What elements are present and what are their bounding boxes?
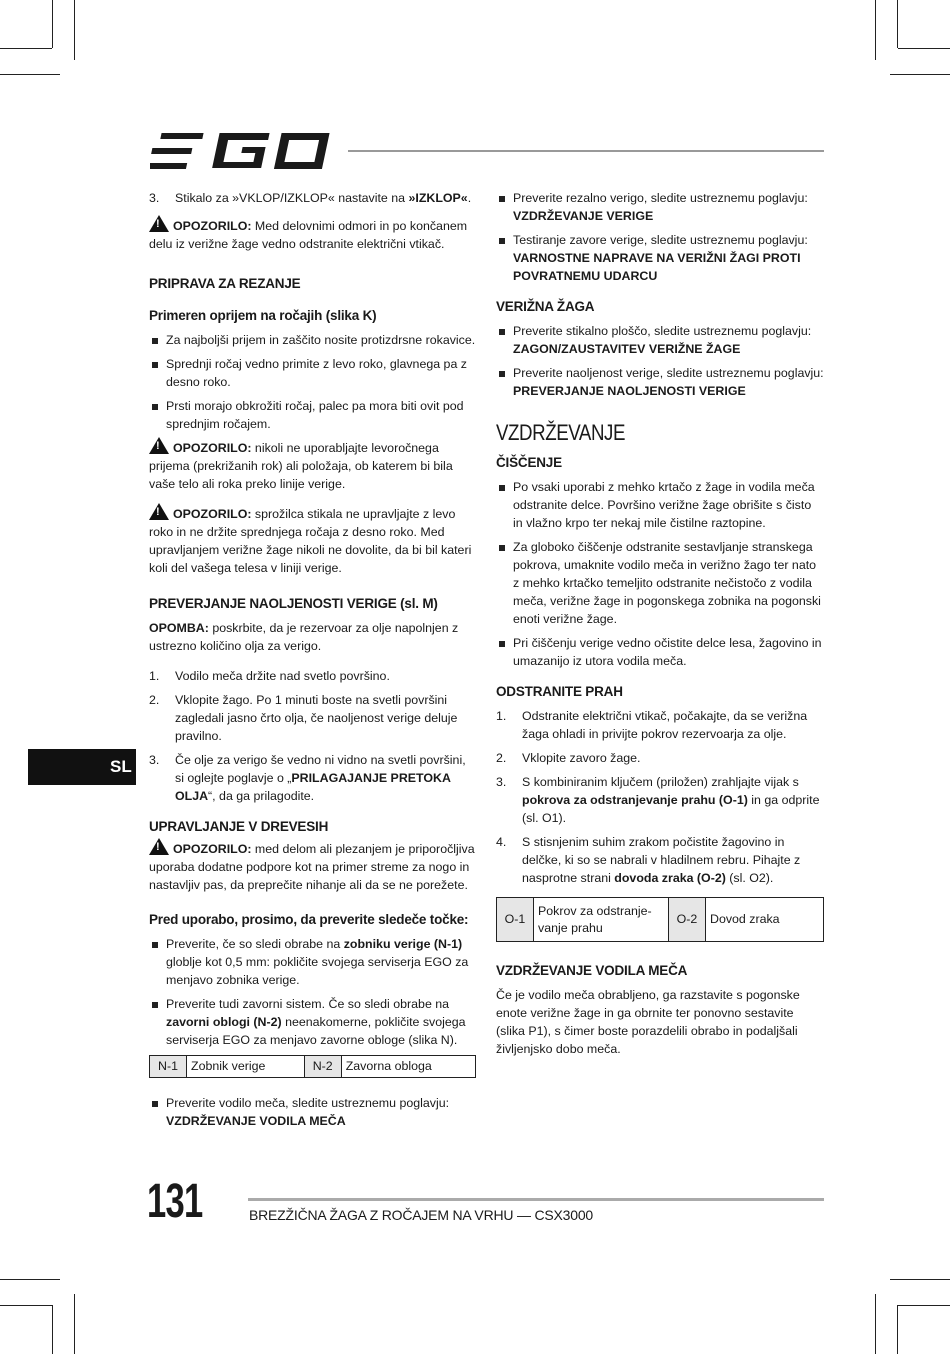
list-item: Pri čiščenju verige vedno očistite delce lesa, žagovino in umazanijo iz utora vodila meča.: [496, 634, 824, 670]
list-item: Za najboljši prijem in zaščito nosite protizdrsne rokavice.: [149, 331, 476, 349]
list-item: Za globoko čiščenje odstranite sestavljanje stranskega pokrova, umaknite vodilo meča in verižno žago ter nato z mehko krtačko temeljito odstranite nečistočo z vodila meča, verižne žage in pogonskega zobnika na pogonski enoti verižne žage.: [496, 538, 824, 628]
crop-mark: [890, 1279, 950, 1280]
note-paragraph: OPOMBA: poskrbite, da je rezervoar za olje napolnjen z ustrezno količino olja za verigo.: [149, 621, 459, 653]
warning-icon: [149, 838, 169, 855]
warning-icon: [149, 437, 169, 454]
chapter-heading: VZDRŽEVANJE: [496, 420, 626, 445]
list-item: Preverite vodilo meča, sledite ustreznemu poglavju: VZDRŽEVANJE VODILA MEČA: [149, 1094, 476, 1130]
ego-logo: [150, 131, 330, 171]
crop-mark: [52, 1305, 53, 1354]
list-item: 1. Odstranite električni vtikač, počakajte, da se verižna žaga ohladi in privijte pokrov rezervoarja za olje.: [496, 709, 808, 741]
list-item: 2. Vklopite zavoro žage.: [496, 751, 641, 765]
section-heading: PRIPRAVA ZA REZANJE: [149, 276, 301, 291]
table-cell: Pokrov za odstranje-vanje prahu: [534, 898, 669, 942]
table-cell: O-2: [669, 898, 706, 942]
body-paragraph: Če je vodilo meča obrabljeno, ga razstavite s pogonske enote verižne žage in ga obrnite ter ponovno sestavite (slika P1), s čimer boste porazdelili obrabo in podaljšali življenjsko dobo meča.: [496, 988, 800, 1056]
crop-mark: [0, 48, 52, 49]
list-item: 3. Če olje za verigo še vedno ni vidno na svetli površini, si oglejte poglavje o „PRILAGAJANJE PRETOKA OLJA“, da ga prilagodite.: [149, 753, 466, 803]
list-item: 3. Stikalo za »VKLOP/IZKLOP« nastavite na »IZKLOP«.: [149, 191, 472, 205]
section-heading: VZDRŽEVANJE VODILA MEČA: [496, 963, 688, 978]
section-heading: ODSTRANITE PRAH: [496, 684, 623, 699]
section-heading: ČIŠČENJE: [496, 455, 562, 470]
list-item: Preverite rezalno verigo, sledite ustreznemu poglavju: VZDRŽEVANJE VERIGE: [496, 189, 824, 225]
list-item: 2. Vklopite žago. Po 1 minuti boste na svetli površini zagledali jasno črto olja, če naoljenost verige deluje pravilno.: [149, 693, 458, 743]
crop-mark: [875, 1294, 876, 1354]
table-row: [497, 898, 824, 942]
crop-mark: [0, 1279, 60, 1280]
section-heading: PREVERJANJE NAOLJENOSTI VERIGE (sl. M): [149, 596, 438, 611]
table-cell: N-1: [150, 1056, 187, 1078]
list-item: Preverite stikalno ploščo, sledite ustreznemu poglavju: ZAGON/ZAUSTAVITEV VERIŽNE ŽAGE: [496, 322, 824, 358]
header-rule: [348, 150, 824, 152]
warning-paragraph: !OPOZORILO: Med delovnimi odmori in po končanem delu iz verižne žage vedno odstranite električni vtikač.: [149, 215, 476, 253]
footer-title: BREZŽIČNA ŽAGA Z ROČAJEM NA VRHU — CSX3000: [249, 1207, 594, 1223]
crop-mark: [74, 0, 75, 60]
left-column: [149, 189, 476, 1130]
list-item: 4. S stisnjenim suhim zrakom počistite žagovino in delčke, ki so se nabrali v hladilnem rebru. Pihajte z nasprotne strani dovoda zraka (O-2) (sl. O2).: [496, 835, 801, 885]
warning-paragraph: !OPOZORILO: med delom ali plezanjem je priporočljiva uporaba dodatne podpore kot na primer streme za nogo in nastavljiv pas, da preprečite nihanje ali da se ne porežete.: [149, 838, 476, 894]
crop-mark: [898, 1305, 950, 1306]
crop-mark: [52, 0, 53, 48]
table-cell: N-2: [304, 1056, 341, 1078]
language-tab-label: SL: [110, 757, 132, 776]
crop-mark: [890, 74, 950, 75]
crop-mark: [898, 48, 950, 49]
subsection-heading: Pred uporabo, prosimo, da preverite sledeče točke:: [149, 912, 469, 927]
table-cell: Dovod zraka: [706, 898, 824, 942]
list-item: Preverite naoljenost verige, sledite ustreznemu poglavju: PREVERJANJE NAOLJENOSTI VERIGE: [496, 364, 824, 400]
list-item: Preverite, če so sledi obrabe na zobniku verige (N-1) globlje kot 0,5 mm: pokličite svojega serviserja EGO za menjavo zobnika verige.: [149, 935, 476, 989]
list-item: Preverite tudi zavorni sistem. Če so sledi obrabe na zavorni oblogi (N-2) neenakomerne, pokličite svojega serviserja EGO za menjavo zavorne obloge (slika N).: [149, 995, 476, 1049]
warning-icon: [149, 215, 169, 232]
warning-icon: [149, 503, 169, 520]
list-item: Sprednji ročaj vedno primite z levo roko, glavnega pa z desno roko.: [149, 355, 476, 391]
table-row: [150, 1056, 476, 1078]
crop-mark: [897, 0, 898, 48]
warning-paragraph: !OPOZORILO: nikoli ne uporabljajte levoročnega prijema (prekrižanih rok) ali položaja, ob katerem bi bila vaše telo ali roka preko linije verige.: [149, 437, 476, 493]
list-item: 1. Vodilo meča držite nad svetlo površino.: [149, 669, 390, 683]
footer-rule: [248, 1198, 824, 1201]
crop-mark: [74, 1294, 75, 1354]
crop-mark: [0, 74, 60, 75]
page-number: 131: [147, 1175, 203, 1228]
list-item: Po vsaki uporabi z mehko krtačo z žage in vodila meča odstranite delce. Površino verižne žage obrišite s čisto in vlažno krpo ter nekaj mile čistilne raztopine.: [496, 478, 824, 532]
crop-mark: [0, 1305, 52, 1306]
right-column: [496, 189, 824, 1058]
list-item: Prsti morajo obkrožiti ročaj, palec pa mora biti ovit pod sprednjim ročajem.: [149, 397, 476, 433]
table-cell: Zavorna obloga: [341, 1056, 475, 1078]
table-cell: O-1: [497, 898, 534, 942]
section-heading: UPRAVLJANJE V DREVESIH: [149, 819, 329, 834]
subsection-heading: Primeren oprijem na ročajih (slika K): [149, 308, 377, 323]
warning-paragraph: !OPOZORILO: sprožilca stikala ne upravljajte z levo roko in ne držite sprednjega ročaja z desno roko. Med upravljanjem verižne žage nikoli ne dovolite, da bi bil kateri koli del vašega telesa v liniji verige.: [149, 503, 476, 577]
list-item: Testiranje zavore verige, sledite ustreznemu poglavju: VARNOSTNE NAPRAVE NA VERIŽNI ŽAGI PROTI POVRATNEMU UDARCU: [496, 231, 824, 285]
crop-mark: [875, 0, 876, 60]
parts-table-n: [149, 1055, 476, 1078]
table-cell: Zobnik verige: [187, 1056, 305, 1078]
parts-table-o: [496, 897, 824, 942]
crop-mark: [897, 1305, 898, 1354]
section-heading: VERIŽNA ŽAGA: [496, 299, 595, 314]
list-item: 3. S kombiniranim ključem (priložen) zrahljajte vijak s pokrova za odstranjevanje prahu (O-1) in ga odprite (sl. O1).: [496, 775, 820, 825]
